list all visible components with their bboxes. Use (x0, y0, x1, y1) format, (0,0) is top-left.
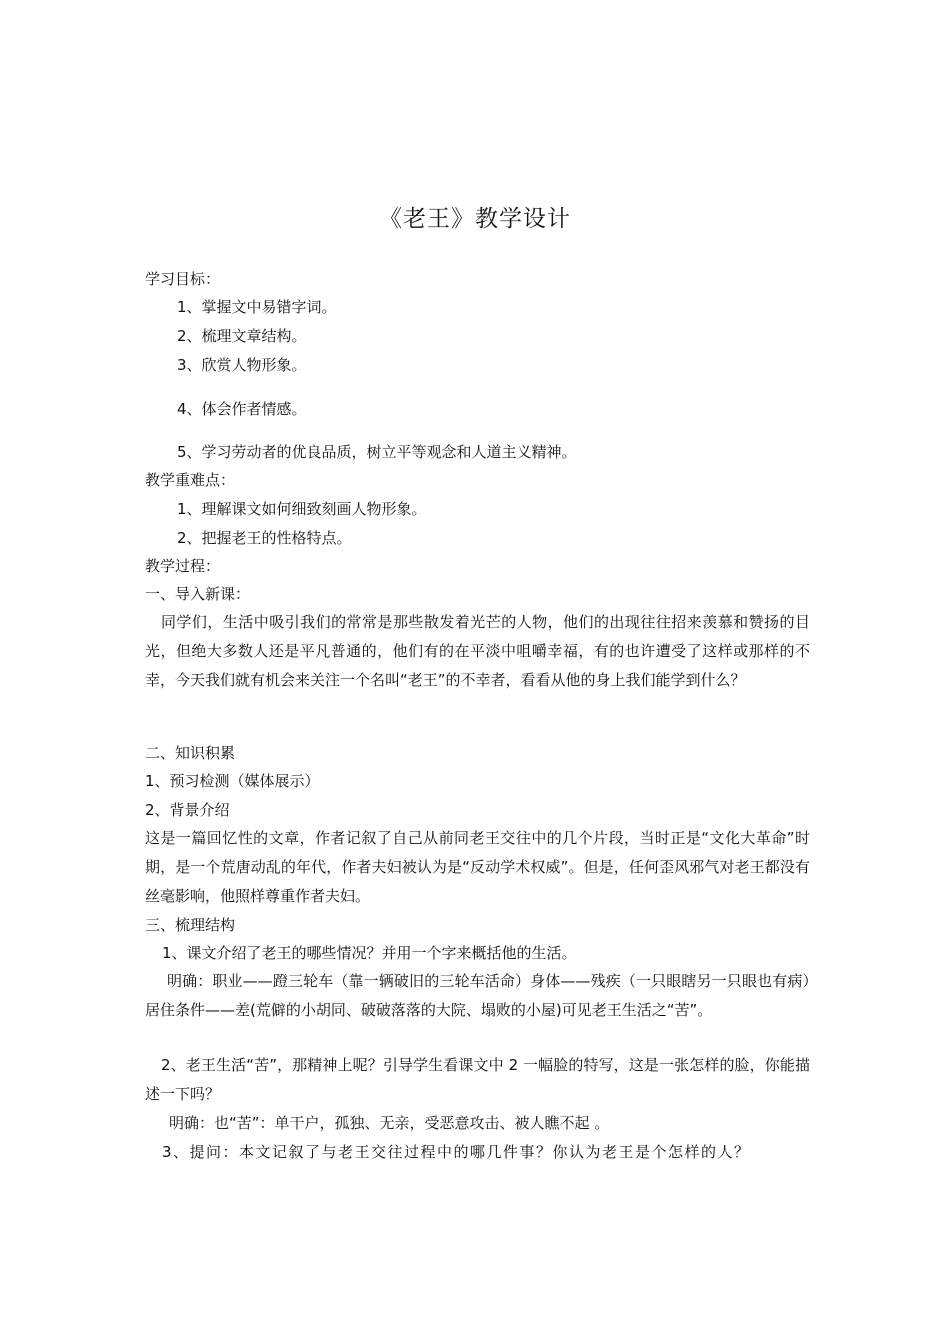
section-heading: 一、导入新课： (145, 585, 251, 603)
question-item: 1、课文介绍了老王的哪些情况？并用一个字来概括他的生活。 (162, 944, 577, 962)
process-heading: 教学过程： (145, 557, 221, 575)
section-heading: 三、梳理结构 (145, 916, 236, 934)
objectives-heading: 学习目标： (145, 270, 221, 288)
section-heading: 二、知识积累 (145, 744, 236, 762)
question-paragraph: 2、老王生活“苦”，那精神上呢？引导学生看课文中 2 一幅脸的特写，这是一张怎样的脸，你能描述一下吗？ (145, 1056, 810, 1103)
background-paragraph: 这是一篇回忆性的文章，作者记叙了自己从前同老王交往中的几个片段，当时正是“文化大革命”时期，是一个荒唐动乱的年代，作者夫妇被认为是“反动学术权威”。但是，任何歪风邪气对老王都没有丝毫影响，他照样尊重作者夫妇。 (145, 829, 810, 905)
answer-paragraph: 明确：职业——蹬三轮车（靠一辆破旧的三轮车活命）身体——残疾（一只眼瞎另一只眼也有病）居住条件——差(荒僻的小胡同、破破落落的大院、塌败的小屋)可见老王生活之“苦”。 (145, 972, 810, 1019)
answer-line: 明确：也“苦”：单干户，孤独、无亲，受恶意攻击、被人瞧不起 。 (169, 1114, 610, 1132)
intro-paragraph: 同学们，生活中吸引我们的常常是那些散发着光芒的人物，他们的出现往往招来羡慕和赞扬的目光，但绝大多数人还是平凡普通的，他们有的在平淡中咀嚼幸福，有的也许遭受了这样或那样的不幸，今天我们就有机会来关注一个名叫“老王”的不幸者，看看从他的身上我们能学到什么？ (145, 613, 810, 689)
section-item: 1、预习检测（媒体展示） (145, 772, 320, 790)
objective-item: 2、梳理文章结构。 (177, 327, 307, 345)
keypoint-item: 1、理解课文如何细致刻画人物形象。 (177, 500, 427, 518)
objective-item: 5、学习劳动者的优良品质，树立平等观念和人道主义精神。 (177, 443, 577, 461)
objective-item: 3、欣赏人物形象。 (177, 356, 307, 374)
objective-item: 1、掌握文中易错字词。 (177, 298, 337, 316)
question-item: 3、提问：本文记叙了与老王交往过程中的哪几件事？你认为老王是个怎样的人？ (162, 1143, 751, 1161)
section-item: 2、背景介绍 (145, 801, 230, 819)
keypoint-item: 2、把握老王的性格特点。 (177, 529, 352, 547)
keypoints-heading: 教学重难点： (145, 471, 236, 489)
objective-item: 4、体会作者情感。 (177, 400, 307, 418)
document-title: 《老王》教学设计 (379, 206, 571, 232)
